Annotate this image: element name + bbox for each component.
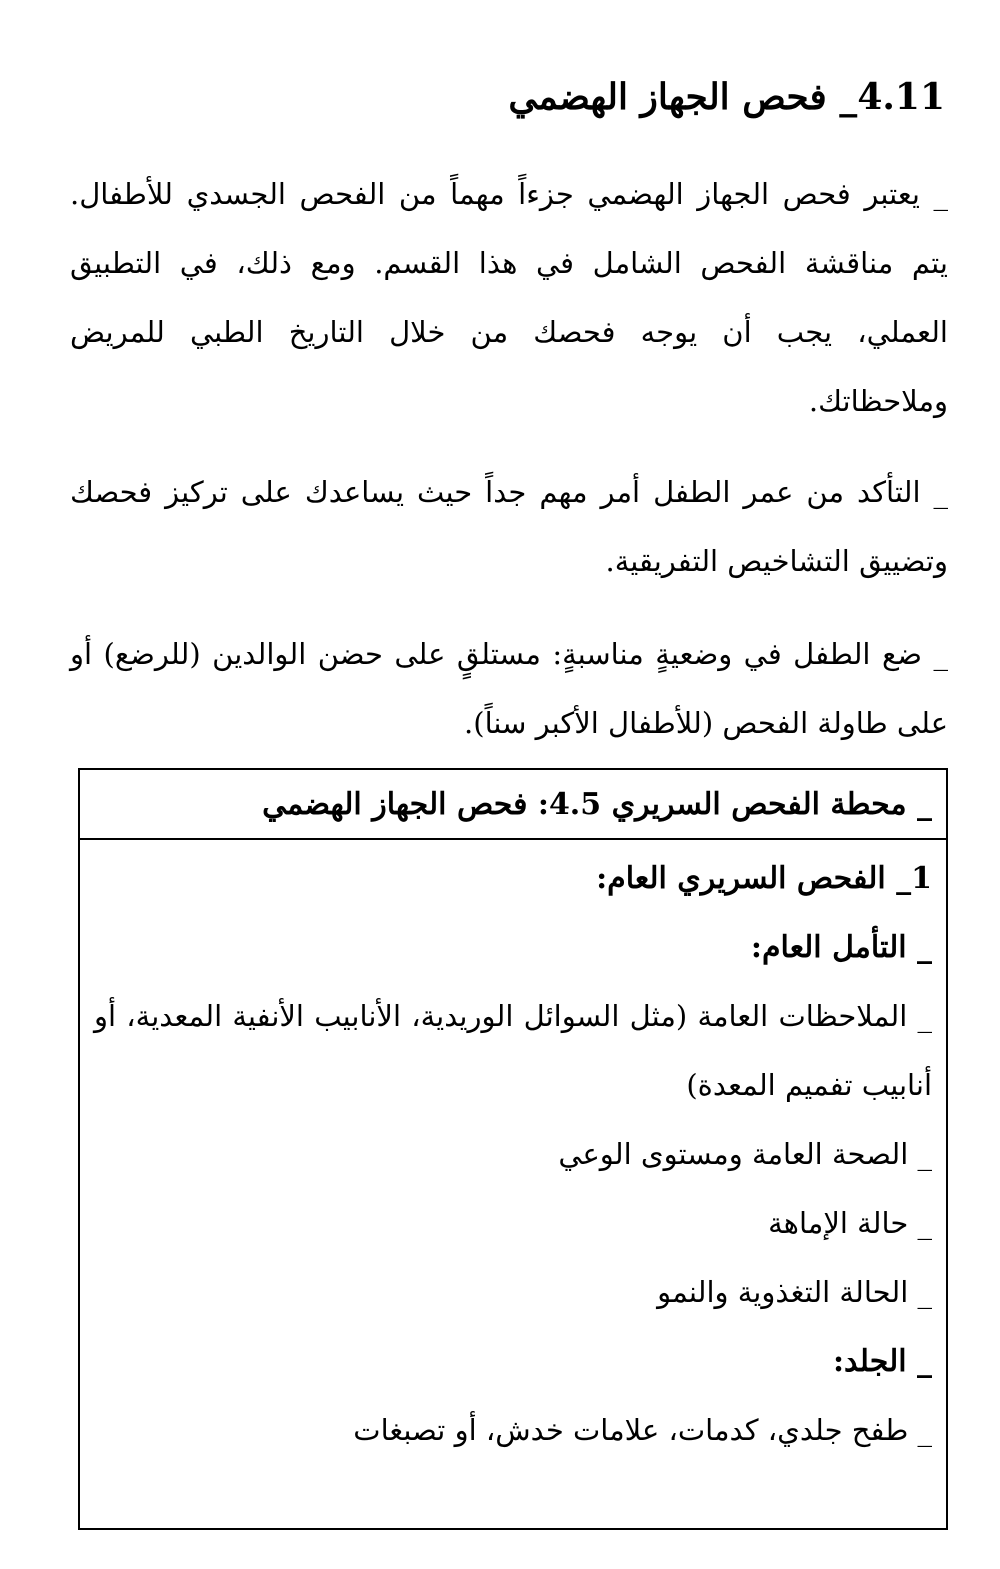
section-title: 4.11_ فحص الجهاز الهضمي: [508, 76, 945, 118]
nutrition-item: _ الحالة التغذوية والنمو: [657, 1275, 932, 1309]
hydration-item: _ حالة الإماهة: [768, 1206, 932, 1240]
general-exam-heading: 1_ الفحص السريري العام:: [596, 861, 932, 896]
age-paragraph: _ التأكد من عمر الطفل أمر مهم جداً حيث يساعدك على تركيز فحصك وتضييق التشاخيص التفريقية.: [70, 475, 948, 578]
general-health-item: _ الصحة العامة ومستوى الوعي: [558, 1137, 932, 1171]
general-observations-item: _ الملاحظات العامة (مثل السوائل الوريدية، الأنابيب الأنفية المعدية، أو أنابيب تفميم المعدة): [94, 999, 932, 1102]
skin-findings-item: _ طفح جلدي، كدمات، علامات خدش، أو تصبغات: [353, 1413, 932, 1447]
intro-paragraph: _ يعتبر فحص الجهاز الهضمي جزءاً مهماً من الفحص الجسدي للأطفال. يتم مناقشة الفحص الشامل في هذا القسم. ومع ذلك، في التطبيق العملي، يجب أن يوجه فحصك من خلال التاريخ الطبي للمريض وملاحظاتك.: [70, 177, 948, 418]
station-body: [80, 840, 946, 1465]
station-header: _ محطة الفحص السريري 4.5: فحص الجهاز الهضمي: [80, 770, 946, 840]
positioning-paragraph: _ ضع الطفل في وضعيةٍ مناسبةٍ: مستلقٍ على حضن الوالدين (للرضع) أو على طاولة الفحص (للأطفال الأكبر سناً).: [70, 637, 948, 740]
skin-heading: _ الجلد:: [832, 1344, 932, 1379]
clinical-station-box: [78, 768, 948, 1530]
inspection-heading: _ التأمل العام:: [750, 930, 932, 965]
